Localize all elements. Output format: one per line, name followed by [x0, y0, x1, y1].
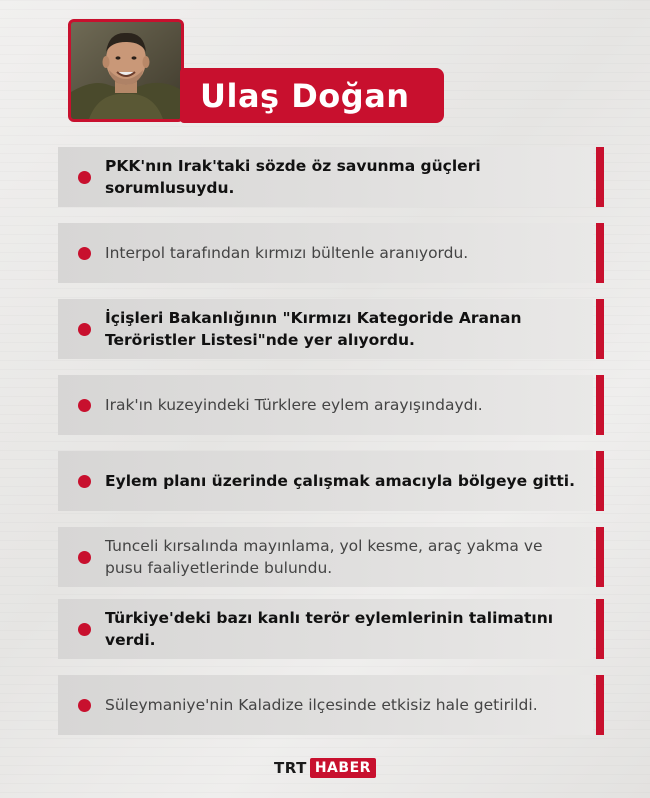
list-item: [58, 147, 593, 207]
logo-trt-text: TRT: [274, 759, 307, 777]
list-item: [58, 451, 593, 511]
list-item-text: Interpol tarafından kırmızı bültenle aranıyordu.: [105, 244, 469, 262]
profile-name: Ulaş Doğan: [200, 76, 410, 115]
bullet-icon: [78, 699, 91, 712]
list-item-text: Süleymaniye'nin Kaladize ilçesinde etkisiz hale getirildi.: [105, 696, 538, 714]
list-item: [58, 599, 593, 659]
list-item-text: Irak'ın kuzeyindeki Türklere eylem arayışındaydı.: [105, 396, 483, 414]
profile-photo: [68, 19, 184, 122]
bullet-icon: [78, 247, 91, 260]
accent-bar: [596, 675, 604, 735]
bullet-icon: [78, 323, 91, 336]
bullet-icon: [78, 551, 91, 564]
accent-bar: [596, 451, 604, 511]
list-item: [58, 223, 593, 283]
list-item: [58, 527, 593, 587]
list-item-text: İçişleri Bakanlığının "Kırmızı Kategoride Aranan Teröristler Listesi"nde yer alıyordu.: [105, 309, 522, 349]
bullet-icon: [78, 475, 91, 488]
name-banner: [180, 68, 444, 123]
accent-bar: [596, 223, 604, 283]
accent-bar: [596, 527, 604, 587]
list-item-text: Eylem planı üzerinde çalışmak amacıyla bölgeye gitti.: [105, 472, 576, 490]
list-item-text: PKK'nın Irak'taki sözde öz savunma güçleri sorumlusuydu.: [105, 157, 481, 197]
list-item-text: Türkiye'deki bazı kanlı terör eylemlerinin talimatını verdi.: [105, 609, 554, 649]
accent-bar: [596, 599, 604, 659]
accent-bar: [596, 147, 604, 207]
list-item: [58, 675, 593, 735]
person-photo-icon: [71, 22, 181, 119]
bullet-icon: [78, 623, 91, 636]
bullet-icon: [78, 399, 91, 412]
bullet-icon: [78, 171, 91, 184]
logo-haber-text: HABER: [310, 758, 376, 778]
list-item: [58, 299, 593, 359]
list-item-text: Tunceli kırsalında mayınlama, yol kesme, araç yakma ve pusu faaliyetlerinde bulundu.: [105, 537, 543, 577]
accent-bar: [596, 299, 604, 359]
list-item: [58, 375, 593, 435]
accent-bar: [596, 375, 604, 435]
trt-haber-logo: [274, 757, 376, 779]
